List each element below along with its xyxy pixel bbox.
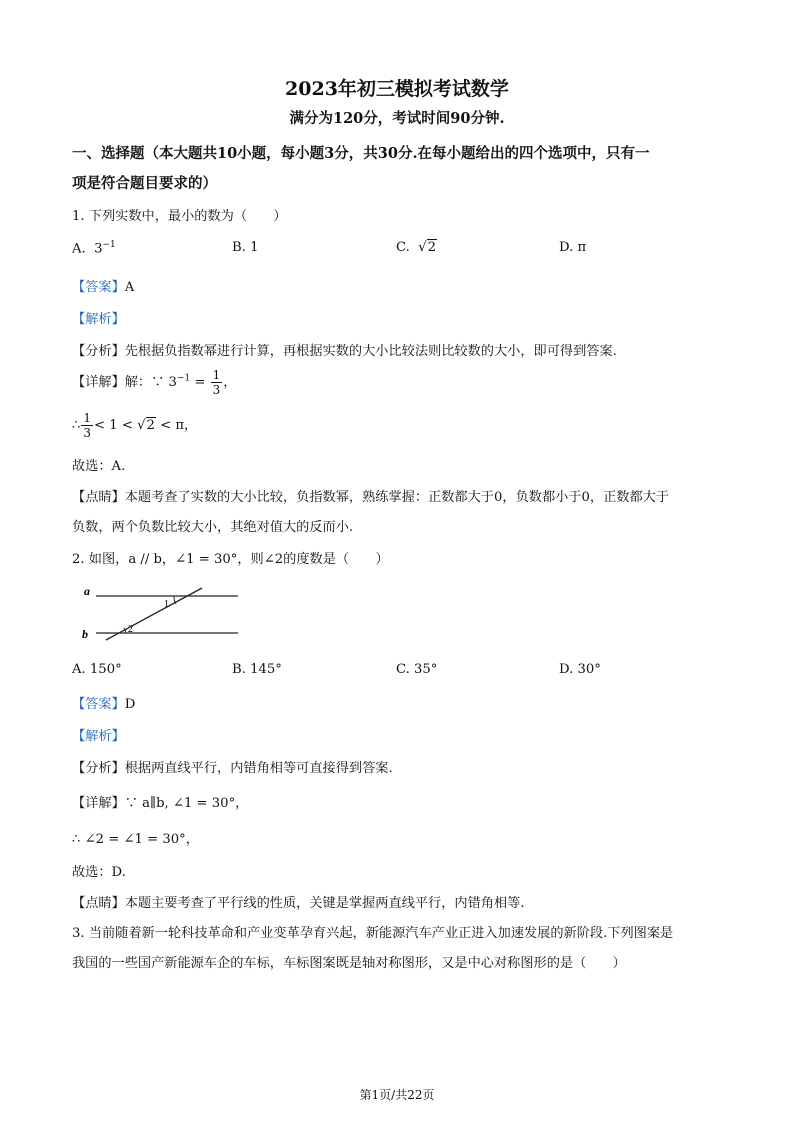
analysis-label: 解析 (85, 729, 112, 744)
comment-label: 点睛 (85, 490, 112, 505)
q2-fenxi-row: 【分析】根据两直线平行，内错角相等可直接得到答案. (72, 761, 393, 776)
detail-label: 详解 (85, 796, 112, 811)
label-a: a (84, 584, 90, 598)
sqrt-icon: √2 (137, 418, 155, 433)
q2-fenxi: 根据两直线平行，内错角相等可直接得到答案. (124, 761, 393, 776)
q1-option-b: B. 1 (232, 240, 259, 255)
q2-detail-row: 【详解】∵ a∥b, ∠1 = 30°， (72, 796, 249, 811)
q1-detail-post: ， (223, 375, 237, 390)
page-footer: 第1页/共22页 (359, 1088, 435, 1102)
q2-option-b: B. 145° (232, 662, 282, 677)
q1-option-c-label: C. (396, 240, 410, 255)
q1-answer: A (124, 280, 135, 295)
analysis-label: 解析 (85, 312, 112, 327)
q1-detail-eq: = (190, 375, 206, 390)
section-heading-line2: 项是符合题目要求的） (72, 175, 217, 192)
q1-detail-base: 3 (168, 375, 177, 390)
q2-answer: D (124, 697, 136, 712)
q1-conclusion: 故选：A. (72, 459, 126, 474)
answer-label: 答案 (85, 280, 112, 295)
q1-option-a (72, 240, 116, 256)
q1-option-a-exp: −1 (102, 240, 116, 250)
q1-detail-exp: −1 (176, 373, 191, 384)
page-title: 2023年初三模拟考试数学 (285, 78, 509, 100)
q1-step2-row (72, 412, 197, 439)
fraction-denominator: 3 (212, 383, 221, 397)
q2-option-a: A. 150° (72, 662, 122, 677)
q1-step2-radicand: 2 (146, 418, 155, 433)
q1-detail-pre: 解：∵ (124, 375, 165, 390)
q1-comment-line1: 本题考查了实数的大小比较，负指数幂，熟练掌握：正数都大于0，负数都小于0，正数都大于 (124, 490, 670, 505)
comment-label: 点睛 (85, 896, 112, 911)
exam-subtitle: 满分为120分，考试时间90分钟. (289, 110, 505, 127)
q1-step2-fraction (81, 412, 93, 439)
q1-analysis-row: 【解析】 (72, 312, 125, 327)
q1-step2-mid1: < 1 < (94, 418, 133, 433)
section-heading-line1: 一、选择题（本大题共10小题，每小题3分，共30分.在每小题给出的四个选项中，只有一 (72, 145, 650, 162)
q3-stem-line2: 我国的一些国产新能源车企的车标，车标图案既是轴对称图形，又是中心对称图形的是（ ） (72, 956, 626, 971)
q1-comment-row: 【点睛】本题考查了实数的大小比较，负指数幂，熟练掌握：正数都大于0，负数都小于0，正数都大于 (72, 490, 670, 505)
q2-comment-row: 【点睛】本题主要考查了平行线的性质，关键是掌握两直线平行，内错角相等. (72, 896, 525, 911)
q2-conclusion: 故选：D. (72, 865, 126, 880)
q1-step2-mid2: < π， (160, 418, 198, 433)
label-angle-2: 2 (128, 624, 133, 635)
q3-stem-line1: 3. 当前随着新一轮科技革命和产业变革孕育兴起，新能源汽车产业正进入加速发展的新阶段.下列图案是 (72, 926, 674, 941)
q1-detail-fraction (211, 369, 223, 396)
q2-option-c: C. 35° (396, 662, 438, 677)
q1-option-d: D. π (559, 240, 587, 255)
fraction-numerator: 1 (83, 411, 92, 425)
label-angle-1: 1 (164, 599, 169, 610)
q2-comment: 本题主要考查了平行线的性质，关键是掌握两直线平行，内错角相等. (124, 896, 525, 911)
q1-option-c (396, 240, 437, 255)
q1-option-a-base: 3 (94, 241, 103, 257)
q1-option-c-radicand: 2 (427, 240, 436, 255)
q1-comment-line2: 负数，两个负数比较大小，其绝对值大的反而小. (72, 520, 354, 535)
q2-answer-row: 【答案】D (72, 697, 136, 712)
parallel-lines-figure (78, 582, 248, 644)
q1-stem: 1. 下列实数中，最小的数为（ ） (72, 209, 287, 224)
q2-analysis-row: 【解析】 (72, 729, 125, 744)
fraction-numerator: 1 (212, 368, 221, 382)
q2-stem: 2. 如图，a // b，∠1 = 30°，则∠2的度数是（ ） (72, 552, 389, 567)
fenxi-label: 分析 (85, 761, 112, 776)
sqrt-icon: √2 (418, 240, 436, 255)
fraction-denominator: 3 (83, 426, 92, 440)
label-b: b (82, 627, 88, 641)
q1-answer-row: 【答案】A (72, 280, 135, 295)
q1-fenxi: 先根据负指数幂进行计算，再根据实数的大小比较法则比较数的大小，即可得到答案. (124, 344, 617, 359)
q1-fenxi-row: 【分析】先根据负指数幂进行计算，再根据实数的大小比较法则比较数的大小，即可得到答案. (72, 344, 617, 359)
q1-step2-pre: ∴ (72, 418, 81, 433)
q2-option-d: D. 30° (559, 662, 601, 677)
q2-detail: ∵ a∥b, ∠1 = 30°， (124, 796, 249, 811)
detail-label: 详解 (85, 375, 112, 390)
q2-step2: ∴ ∠2 = ∠1 = 30°， (72, 832, 199, 847)
q1-detail-row: 【详解】解：∵ $3^{-1}$ = $\frac{1}{3}$ ， (72, 368, 237, 397)
answer-label: 答案 (85, 697, 112, 712)
fenxi-label: 分析 (85, 344, 112, 359)
q1-option-a-label: A. (72, 241, 86, 257)
